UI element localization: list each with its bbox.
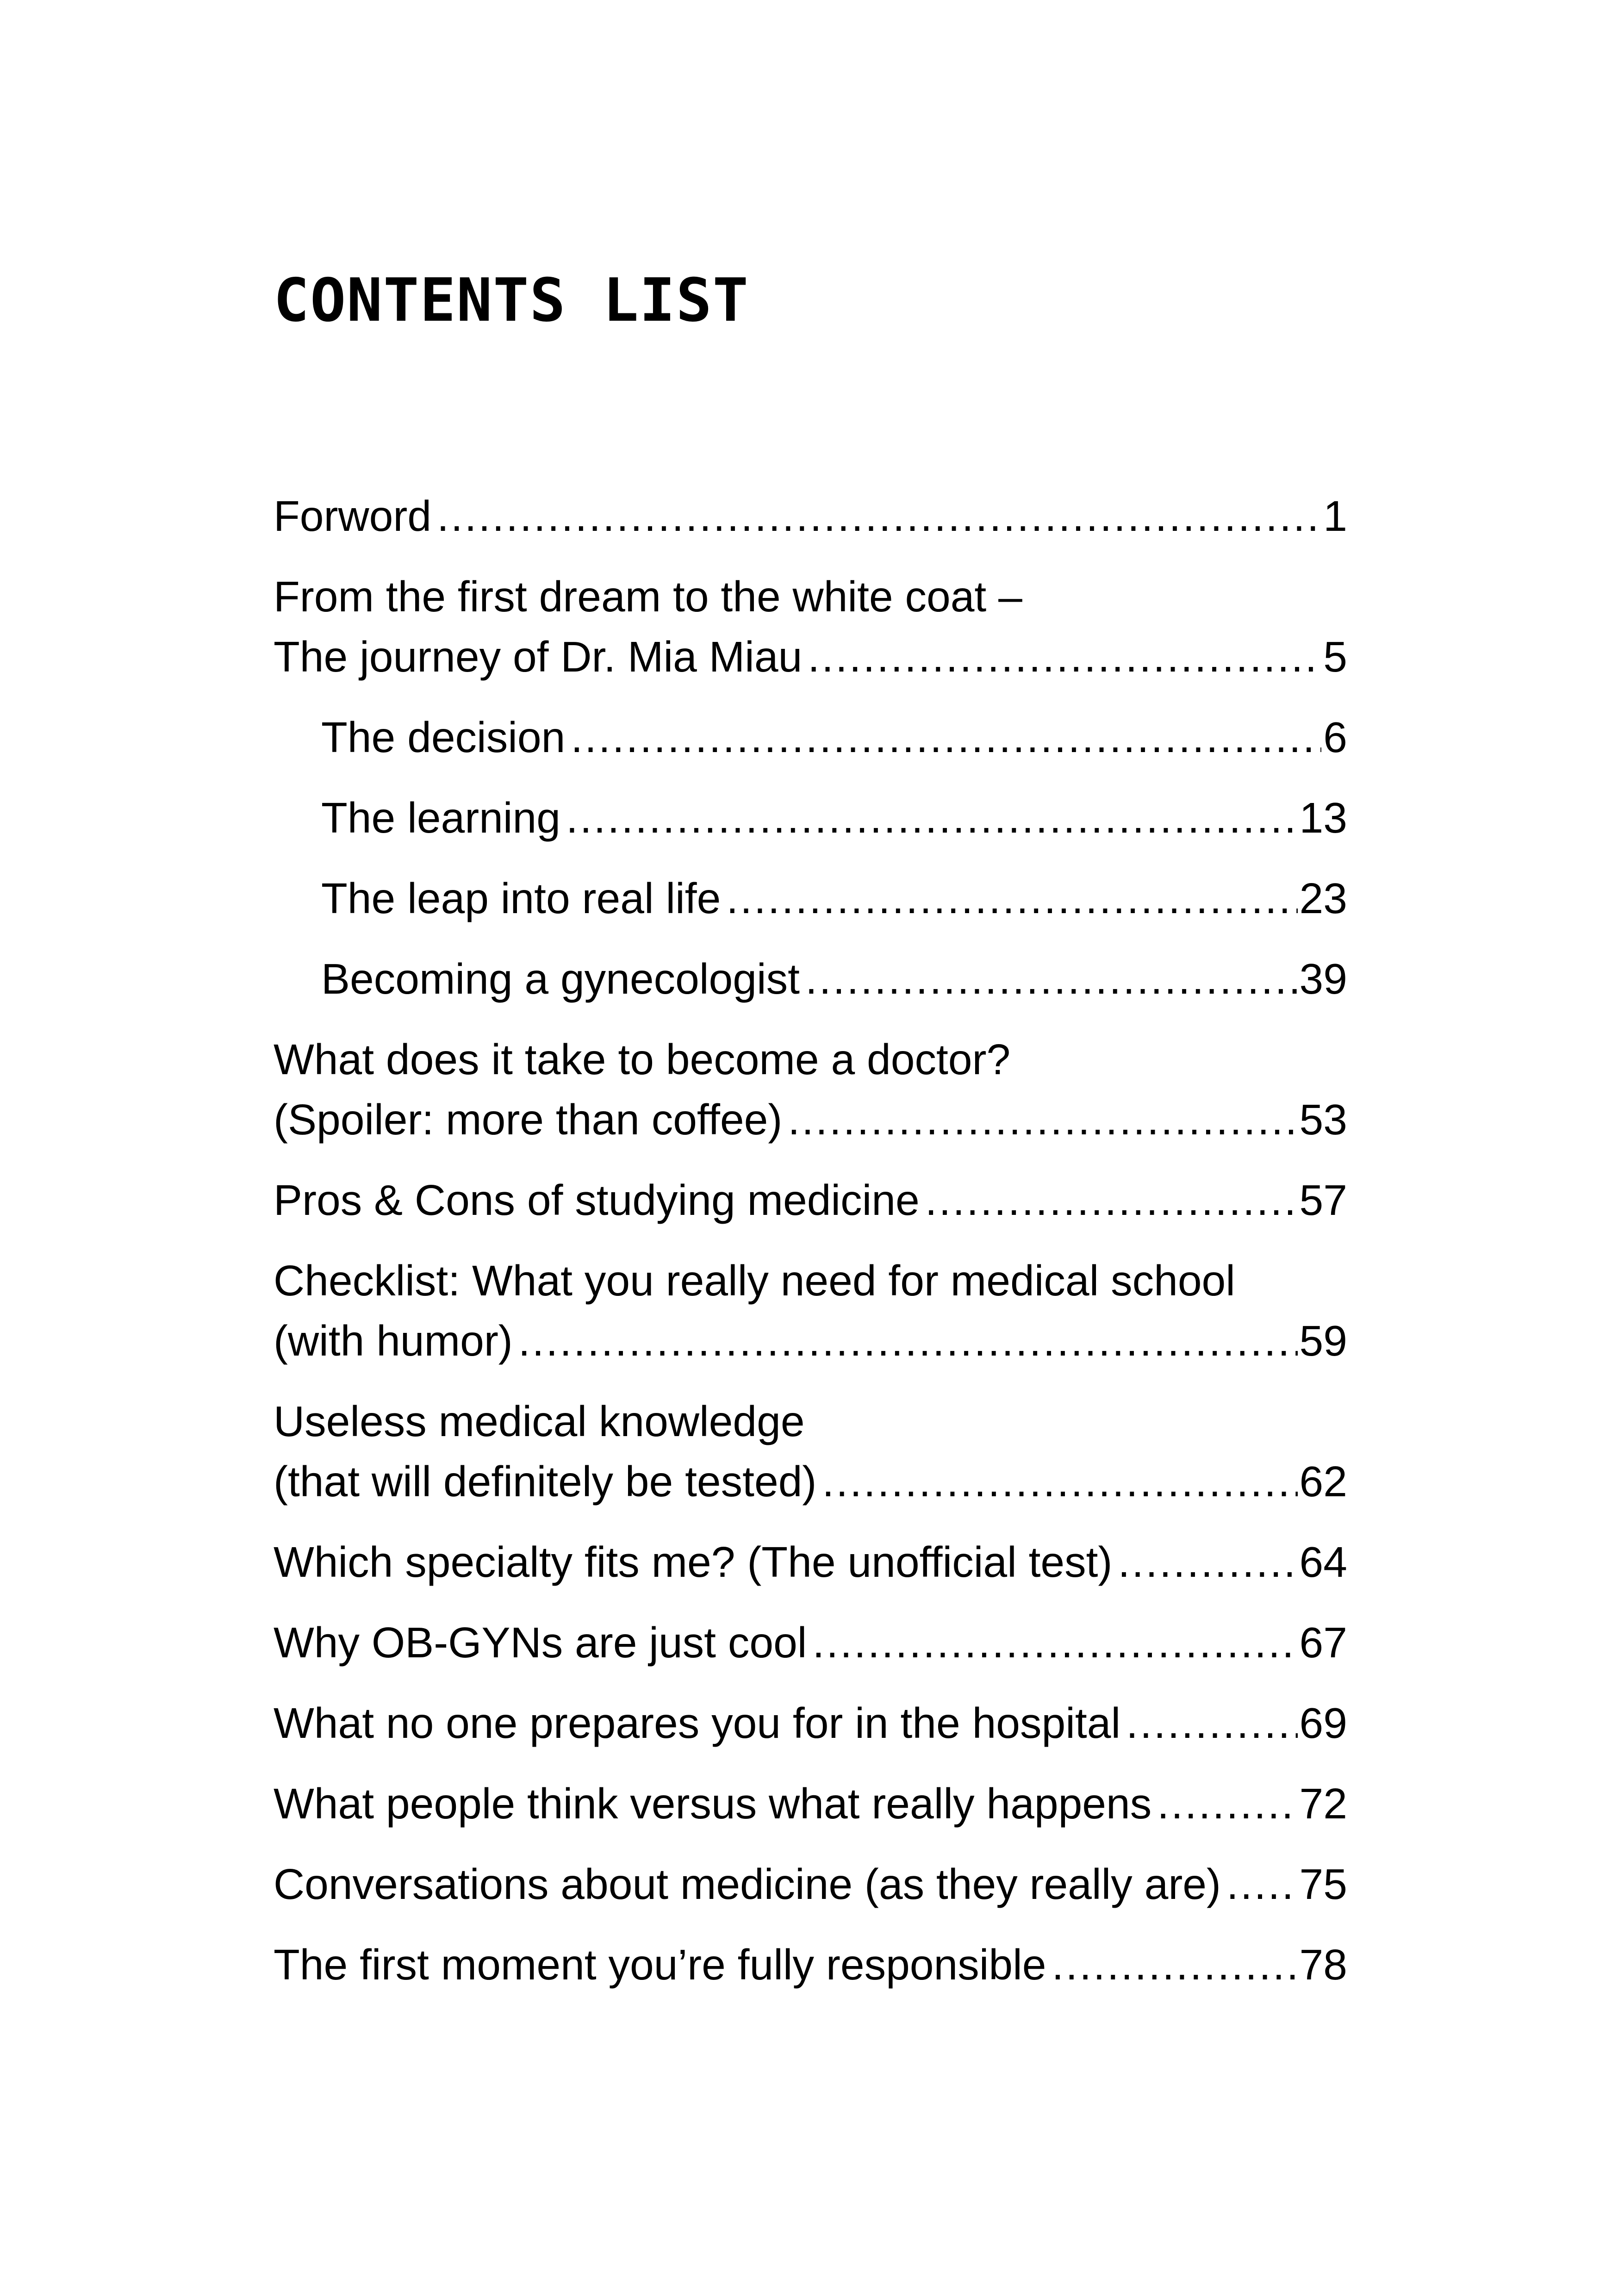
toc-entry-line xyxy=(274,1089,1347,1150)
dot-leader xyxy=(805,949,1298,1009)
toc-entry-line xyxy=(274,1935,1347,1995)
page-title: CONTENTS LIST xyxy=(274,266,749,335)
toc-entry xyxy=(274,1251,1347,1371)
toc-entry-title: The leap into real life xyxy=(321,874,721,922)
toc-entry-title: From the first dream to the white coat – xyxy=(274,572,1022,621)
toc-entry xyxy=(274,1854,1347,1914)
toc-entry-line xyxy=(274,566,1347,627)
toc-entry-line xyxy=(321,868,1347,928)
toc-entry-title: The decision xyxy=(321,713,566,761)
dot-leader xyxy=(1052,1935,1298,1995)
toc-page-number: 72 xyxy=(1299,1780,1347,1828)
toc-entry xyxy=(274,707,1347,767)
toc-entry-title: (Spoiler: more than coffee) xyxy=(274,1095,783,1144)
toc-entry-title: Which specialty fits me? (The unofficial test) xyxy=(274,1538,1113,1586)
toc-page-number: 13 xyxy=(1299,794,1347,842)
toc-entry-title: The learning xyxy=(321,794,560,842)
toc-entry-line xyxy=(274,627,1347,687)
toc-entry-line xyxy=(321,707,1347,767)
dot-leader xyxy=(808,627,1321,687)
toc-entry xyxy=(274,1532,1347,1592)
toc-page-number: 62 xyxy=(1299,1457,1347,1506)
toc-entry xyxy=(274,868,1347,928)
toc-page-number: 39 xyxy=(1299,955,1347,1003)
dot-leader xyxy=(1226,1854,1298,1914)
toc-page-number: 1 xyxy=(1323,492,1347,540)
toc-entry xyxy=(274,1773,1347,1834)
dot-leader xyxy=(822,1451,1297,1512)
toc-page-number: 6 xyxy=(1323,713,1347,761)
toc-page-number: 75 xyxy=(1299,1860,1347,1908)
dot-leader xyxy=(518,1311,1298,1371)
dot-leader xyxy=(788,1089,1297,1150)
dot-leader xyxy=(437,486,1321,546)
toc-entry-title: The first moment you’re fully responsible xyxy=(274,1941,1046,1989)
toc-entry-title: (that will definitely be tested) xyxy=(274,1457,817,1506)
toc-page-number: 78 xyxy=(1299,1941,1347,1989)
dot-leader xyxy=(726,868,1297,928)
dot-leader xyxy=(571,707,1321,767)
toc-entry-line xyxy=(274,1693,1347,1753)
toc-entry-line xyxy=(274,1029,1347,1089)
toc-entry-line xyxy=(274,1532,1347,1592)
toc-entry xyxy=(274,566,1347,687)
toc-entry-title: Useless medical knowledge xyxy=(274,1397,805,1445)
toc-entry-title: The journey of Dr. Mia Miau xyxy=(274,633,803,681)
toc-entry xyxy=(274,1935,1347,1995)
toc-entry-title: What people think versus what really happens xyxy=(274,1780,1152,1828)
toc-entry xyxy=(274,788,1347,848)
toc-entry-title: Becoming a gynecologist xyxy=(321,955,800,1003)
toc-entry-title: Pros & Cons of studying medicine xyxy=(274,1176,920,1224)
toc-entry-line xyxy=(274,1311,1347,1371)
toc-entry xyxy=(274,1693,1347,1753)
toc-entry-title: What no one prepares you for in the hospital xyxy=(274,1699,1121,1747)
toc-entry-line xyxy=(274,486,1347,546)
table-of-contents xyxy=(274,486,1347,2015)
toc-page-number: 64 xyxy=(1299,1538,1347,1586)
toc-entry-line xyxy=(274,1612,1347,1673)
toc-entry-line xyxy=(274,1854,1347,1914)
toc-entry xyxy=(274,1170,1347,1230)
toc-entry-title: What does it take to become a doctor? xyxy=(274,1035,1011,1083)
dot-leader xyxy=(1126,1693,1297,1753)
dot-leader xyxy=(566,788,1298,848)
toc-page-number: 69 xyxy=(1299,1699,1347,1747)
toc-page-number: 57 xyxy=(1299,1176,1347,1224)
toc-page-number: 5 xyxy=(1323,633,1347,681)
dot-leader xyxy=(1118,1532,1297,1592)
toc-page-number: 23 xyxy=(1299,874,1347,922)
toc-entry-title: Why OB-GYNs are just cool xyxy=(274,1618,807,1667)
dot-leader xyxy=(812,1612,1297,1673)
toc-entry-title: Forword xyxy=(274,492,432,540)
toc-entry xyxy=(274,1612,1347,1673)
dot-leader xyxy=(1157,1773,1297,1834)
toc-entry-line xyxy=(274,1451,1347,1512)
toc-entry-line xyxy=(274,1773,1347,1834)
toc-page-number: 53 xyxy=(1299,1095,1347,1144)
toc-page-number: 59 xyxy=(1299,1317,1347,1365)
toc-entry xyxy=(274,486,1347,546)
toc-entry-title: (with humor) xyxy=(274,1317,513,1365)
toc-entry-title: Checklist: What you really need for medical school xyxy=(274,1257,1235,1305)
toc-entry-line xyxy=(321,949,1347,1009)
toc-entry-line xyxy=(274,1251,1347,1311)
toc-entry-line xyxy=(321,788,1347,848)
toc-entry-title: Conversations about medicine (as they really are) xyxy=(274,1860,1221,1908)
toc-entry xyxy=(274,949,1347,1009)
toc-entry-line xyxy=(274,1391,1347,1451)
toc-entry-line xyxy=(274,1170,1347,1230)
toc-entry xyxy=(274,1391,1347,1512)
dot-leader xyxy=(925,1170,1298,1230)
toc-entry xyxy=(274,1029,1347,1150)
toc-page-number: 67 xyxy=(1299,1618,1347,1667)
